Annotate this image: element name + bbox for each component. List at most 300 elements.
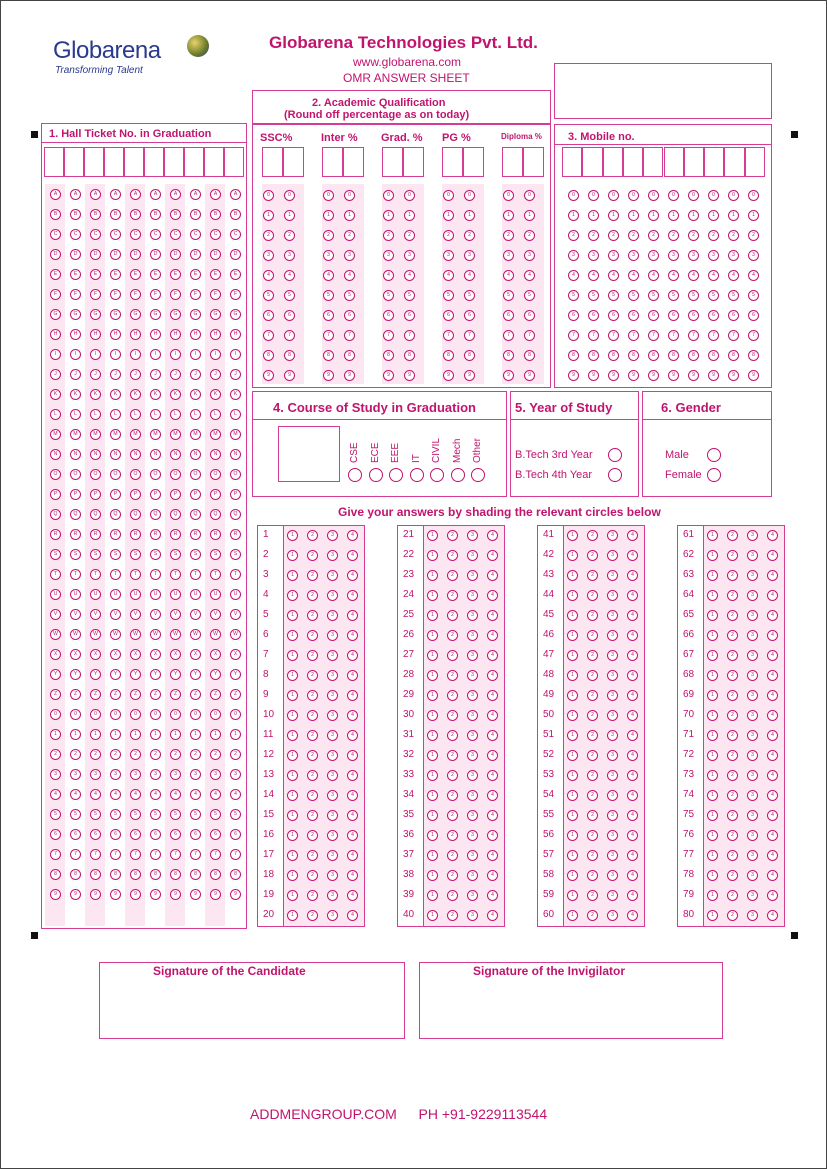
academic-bubble[interactable]: 0 — [383, 190, 394, 201]
hall-ticket-bubble[interactable]: A — [190, 189, 201, 200]
hall-ticket-bubble[interactable]: K — [150, 389, 161, 400]
mobile-bubble[interactable]: 3 — [568, 250, 579, 261]
answer-bubble[interactable]: 4 — [627, 890, 638, 901]
hall-ticket-bubble[interactable]: 6 — [210, 829, 221, 840]
hall-ticket-digit-box[interactable] — [124, 147, 144, 177]
hall-ticket-bubble[interactable]: P — [90, 489, 101, 500]
hall-ticket-bubble[interactable]: 4 — [110, 789, 121, 800]
answer-bubble[interactable]: 3 — [607, 610, 618, 621]
hall-ticket-bubble[interactable]: 2 — [90, 749, 101, 760]
mobile-bubble[interactable]: 8 — [628, 350, 639, 361]
answer-bubble[interactable]: 4 — [767, 630, 778, 641]
mobile-bubble[interactable]: 0 — [568, 190, 579, 201]
mobile-digit-box[interactable] — [684, 147, 704, 177]
hall-ticket-bubble[interactable]: M — [170, 429, 181, 440]
hall-ticket-bubble[interactable]: 0 — [50, 709, 61, 720]
hall-ticket-bubble[interactable]: 2 — [110, 749, 121, 760]
answer-bubble[interactable]: 4 — [347, 830, 358, 841]
hall-ticket-bubble[interactable]: 1 — [130, 729, 141, 740]
hall-ticket-bubble[interactable]: M — [230, 429, 241, 440]
hall-ticket-bubble[interactable]: S — [110, 549, 121, 560]
answer-bubble[interactable]: 2 — [307, 550, 318, 561]
hall-ticket-bubble[interactable]: K — [190, 389, 201, 400]
answer-bubble[interactable]: 4 — [347, 630, 358, 641]
answer-bubble[interactable]: 4 — [627, 610, 638, 621]
answer-bubble[interactable]: 2 — [587, 590, 598, 601]
academic-bubble[interactable]: 1 — [323, 210, 334, 221]
hall-ticket-bubble[interactable]: E — [190, 269, 201, 280]
mobile-bubble[interactable]: 8 — [588, 350, 599, 361]
academic-digit-box[interactable] — [343, 147, 364, 177]
hall-ticket-bubble[interactable]: R — [190, 529, 201, 540]
hall-ticket-bubble[interactable]: A — [210, 189, 221, 200]
hall-ticket-bubble[interactable]: 6 — [70, 829, 81, 840]
answer-bubble[interactable]: 4 — [627, 750, 638, 761]
answer-bubble[interactable]: 2 — [307, 790, 318, 801]
hall-ticket-bubble[interactable]: V — [210, 609, 221, 620]
answer-bubble[interactable]: 4 — [627, 710, 638, 721]
answer-bubble[interactable]: 3 — [327, 570, 338, 581]
hall-ticket-bubble[interactable]: 4 — [70, 789, 81, 800]
hall-ticket-bubble[interactable]: X — [130, 649, 141, 660]
answer-bubble[interactable]: 3 — [327, 870, 338, 881]
hall-ticket-bubble[interactable]: 9 — [170, 889, 181, 900]
answer-bubble[interactable]: 4 — [347, 770, 358, 781]
mobile-bubble[interactable]: 7 — [628, 330, 639, 341]
hall-ticket-bubble[interactable]: O — [150, 469, 161, 480]
hall-ticket-bubble[interactable]: 0 — [70, 709, 81, 720]
answer-bubble[interactable]: 2 — [727, 710, 738, 721]
hall-ticket-bubble[interactable]: 7 — [90, 849, 101, 860]
answer-bubble[interactable]: 1 — [567, 810, 578, 821]
hall-ticket-bubble[interactable]: 8 — [230, 869, 241, 880]
mobile-bubble[interactable]: 8 — [748, 350, 759, 361]
hall-ticket-bubble[interactable]: 8 — [70, 869, 81, 880]
answer-bubble[interactable]: 1 — [427, 730, 438, 741]
answer-bubble[interactable]: 3 — [607, 750, 618, 761]
answer-bubble[interactable]: 1 — [287, 750, 298, 761]
mobile-bubble[interactable]: 9 — [588, 370, 599, 381]
answer-bubble[interactable]: 4 — [767, 650, 778, 661]
answer-bubble[interactable]: 1 — [707, 870, 718, 881]
answer-bubble[interactable]: 1 — [707, 650, 718, 661]
mobile-bubble[interactable]: 5 — [748, 290, 759, 301]
hall-ticket-bubble[interactable]: X — [90, 649, 101, 660]
hall-ticket-bubble[interactable]: D — [190, 249, 201, 260]
answer-bubble[interactable]: 3 — [607, 670, 618, 681]
hall-ticket-bubble[interactable]: 0 — [150, 709, 161, 720]
academic-bubble[interactable]: 4 — [284, 270, 295, 281]
answer-bubble[interactable]: 1 — [567, 670, 578, 681]
answer-bubble[interactable]: 2 — [587, 730, 598, 741]
hall-ticket-bubble[interactable]: L — [130, 409, 141, 420]
hall-ticket-bubble[interactable]: U — [230, 589, 241, 600]
answer-bubble[interactable]: 4 — [627, 850, 638, 861]
hall-ticket-bubble[interactable]: N — [190, 449, 201, 460]
hall-ticket-bubble[interactable]: W — [170, 629, 181, 640]
mobile-bubble[interactable]: 6 — [728, 310, 739, 321]
hall-ticket-bubble[interactable]: B — [170, 209, 181, 220]
answer-bubble[interactable]: 4 — [487, 910, 498, 921]
academic-bubble[interactable]: 1 — [503, 210, 514, 221]
hall-ticket-bubble[interactable]: K — [50, 389, 61, 400]
answer-bubble[interactable]: 1 — [287, 570, 298, 581]
hall-ticket-bubble[interactable]: C — [70, 229, 81, 240]
answer-bubble[interactable]: 2 — [307, 870, 318, 881]
answer-bubble[interactable]: 2 — [587, 610, 598, 621]
hall-ticket-bubble[interactable]: K — [90, 389, 101, 400]
hall-ticket-bubble[interactable]: K — [130, 389, 141, 400]
hall-ticket-bubble[interactable]: 0 — [110, 709, 121, 720]
answer-bubble[interactable]: 4 — [767, 750, 778, 761]
answer-bubble[interactable]: 3 — [327, 550, 338, 561]
hall-ticket-bubble[interactable]: 0 — [170, 709, 181, 720]
hall-ticket-bubble[interactable]: K — [110, 389, 121, 400]
academic-bubble[interactable]: 6 — [464, 310, 475, 321]
hall-ticket-bubble[interactable]: T — [90, 569, 101, 580]
mobile-bubble[interactable]: 8 — [708, 350, 719, 361]
hall-ticket-bubble[interactable]: S — [230, 549, 241, 560]
hall-ticket-bubble[interactable]: 9 — [130, 889, 141, 900]
mobile-bubble[interactable]: 6 — [568, 310, 579, 321]
hall-ticket-bubble[interactable]: 1 — [230, 729, 241, 740]
hall-ticket-bubble[interactable]: C — [210, 229, 221, 240]
academic-bubble[interactable]: 5 — [323, 290, 334, 301]
answer-bubble[interactable]: 3 — [607, 710, 618, 721]
answer-bubble[interactable]: 2 — [727, 550, 738, 561]
answer-bubble[interactable]: 1 — [427, 830, 438, 841]
answer-bubble[interactable]: 2 — [587, 810, 598, 821]
answer-bubble[interactable]: 1 — [707, 630, 718, 641]
hall-ticket-bubble[interactable]: P — [190, 489, 201, 500]
hall-ticket-bubble[interactable]: S — [210, 549, 221, 560]
hall-ticket-bubble[interactable]: 6 — [90, 829, 101, 840]
answer-bubble[interactable]: 2 — [307, 830, 318, 841]
hall-ticket-bubble[interactable]: 7 — [190, 849, 201, 860]
answer-bubble[interactable]: 4 — [627, 590, 638, 601]
answer-bubble[interactable]: 4 — [767, 690, 778, 701]
mobile-bubble[interactable]: 0 — [708, 190, 719, 201]
mobile-bubble[interactable]: 2 — [588, 230, 599, 241]
answer-bubble[interactable]: 1 — [427, 650, 438, 661]
answer-bubble[interactable]: 2 — [727, 810, 738, 821]
answer-bubble[interactable]: 4 — [767, 810, 778, 821]
hall-ticket-bubble[interactable]: U — [190, 589, 201, 600]
mobile-bubble[interactable]: 8 — [728, 350, 739, 361]
answer-bubble[interactable]: 4 — [627, 570, 638, 581]
mobile-bubble[interactable]: 6 — [668, 310, 679, 321]
hall-ticket-bubble[interactable]: E — [130, 269, 141, 280]
hall-ticket-bubble[interactable]: B — [50, 209, 61, 220]
hall-ticket-bubble[interactable]: 8 — [150, 869, 161, 880]
answer-bubble[interactable]: 1 — [427, 770, 438, 781]
hall-ticket-bubble[interactable]: U — [130, 589, 141, 600]
hall-ticket-bubble[interactable]: 6 — [110, 829, 121, 840]
answer-bubble[interactable]: 1 — [707, 830, 718, 841]
hall-ticket-bubble[interactable]: U — [70, 589, 81, 600]
hall-ticket-bubble[interactable]: 9 — [70, 889, 81, 900]
hall-ticket-bubble[interactable]: Y — [70, 669, 81, 680]
hall-ticket-bubble[interactable]: X — [110, 649, 121, 660]
mobile-bubble[interactable]: 1 — [568, 210, 579, 221]
academic-bubble[interactable]: 4 — [344, 270, 355, 281]
hall-ticket-bubble[interactable]: 4 — [90, 789, 101, 800]
answer-bubble[interactable]: 3 — [467, 570, 478, 581]
answer-bubble[interactable]: 2 — [587, 890, 598, 901]
hall-ticket-bubble[interactable]: 7 — [230, 849, 241, 860]
hall-ticket-bubble[interactable]: Z — [110, 689, 121, 700]
academic-bubble[interactable]: 8 — [284, 350, 295, 361]
mobile-bubble[interactable]: 3 — [588, 250, 599, 261]
answer-bubble[interactable]: 4 — [347, 670, 358, 681]
answer-bubble[interactable]: 1 — [287, 610, 298, 621]
answer-bubble[interactable]: 3 — [607, 850, 618, 861]
academic-bubble[interactable]: 7 — [323, 330, 334, 341]
academic-bubble[interactable]: 9 — [464, 370, 475, 381]
answer-bubble[interactable]: 3 — [467, 610, 478, 621]
hall-ticket-bubble[interactable]: X — [230, 649, 241, 660]
mobile-digit-box[interactable] — [704, 147, 724, 177]
answer-bubble[interactable]: 2 — [447, 730, 458, 741]
academic-bubble[interactable]: 9 — [323, 370, 334, 381]
answer-bubble[interactable]: 2 — [307, 910, 318, 921]
hall-ticket-bubble[interactable]: I — [90, 349, 101, 360]
hall-ticket-bubble[interactable]: V — [90, 609, 101, 620]
academic-bubble[interactable]: 5 — [284, 290, 295, 301]
mobile-bubble[interactable]: 6 — [688, 310, 699, 321]
hall-ticket-bubble[interactable]: F — [190, 289, 201, 300]
mobile-bubble[interactable]: 9 — [708, 370, 719, 381]
mobile-bubble[interactable]: 3 — [748, 250, 759, 261]
answer-bubble[interactable]: 4 — [767, 710, 778, 721]
answer-bubble[interactable]: 3 — [467, 730, 478, 741]
answer-bubble[interactable]: 2 — [307, 690, 318, 701]
mobile-bubble[interactable]: 2 — [628, 230, 639, 241]
answer-bubble[interactable]: 2 — [587, 710, 598, 721]
hall-ticket-bubble[interactable]: 4 — [130, 789, 141, 800]
answer-bubble[interactable]: 3 — [467, 890, 478, 901]
course-option-bubble[interactable] — [451, 468, 465, 482]
academic-bubble[interactable]: 4 — [464, 270, 475, 281]
answer-bubble[interactable]: 4 — [487, 730, 498, 741]
academic-bubble[interactable]: 3 — [524, 250, 535, 261]
answer-bubble[interactable]: 4 — [347, 810, 358, 821]
answer-bubble[interactable]: 1 — [707, 850, 718, 861]
hall-ticket-bubble[interactable]: 2 — [50, 749, 61, 760]
hall-ticket-bubble[interactable]: X — [170, 649, 181, 660]
mobile-bubble[interactable]: 5 — [708, 290, 719, 301]
answer-bubble[interactable]: 4 — [487, 750, 498, 761]
mobile-bubble[interactable]: 7 — [708, 330, 719, 341]
hall-ticket-bubble[interactable]: H — [50, 329, 61, 340]
hall-ticket-bubble[interactable]: T — [110, 569, 121, 580]
answer-bubble[interactable]: 4 — [347, 610, 358, 621]
hall-ticket-bubble[interactable]: O — [50, 469, 61, 480]
answer-bubble[interactable]: 3 — [747, 770, 758, 781]
answer-bubble[interactable]: 2 — [307, 610, 318, 621]
hall-ticket-bubble[interactable]: V — [150, 609, 161, 620]
mobile-bubble[interactable]: 7 — [668, 330, 679, 341]
hall-ticket-bubble[interactable]: E — [170, 269, 181, 280]
mobile-bubble[interactable]: 7 — [608, 330, 619, 341]
academic-bubble[interactable]: 4 — [263, 270, 274, 281]
hall-ticket-bubble[interactable]: O — [90, 469, 101, 480]
hall-ticket-bubble[interactable]: C — [130, 229, 141, 240]
mobile-bubble[interactable]: 9 — [668, 370, 679, 381]
hall-ticket-bubble[interactable]: I — [170, 349, 181, 360]
hall-ticket-bubble[interactable]: 5 — [130, 809, 141, 820]
hall-ticket-bubble[interactable]: H — [130, 329, 141, 340]
hall-ticket-bubble[interactable]: T — [170, 569, 181, 580]
answer-bubble[interactable]: 1 — [427, 790, 438, 801]
academic-bubble[interactable]: 1 — [404, 210, 415, 221]
hall-ticket-bubble[interactable]: J — [150, 369, 161, 380]
academic-bubble[interactable]: 1 — [263, 210, 274, 221]
hall-ticket-bubble[interactable]: V — [130, 609, 141, 620]
hall-ticket-bubble[interactable]: 9 — [90, 889, 101, 900]
hall-ticket-bubble[interactable]: D — [210, 249, 221, 260]
academic-bubble[interactable]: 4 — [323, 270, 334, 281]
mobile-bubble[interactable]: 3 — [608, 250, 619, 261]
answer-bubble[interactable]: 1 — [707, 750, 718, 761]
answer-bubble[interactable]: 2 — [727, 570, 738, 581]
hall-ticket-bubble[interactable]: J — [50, 369, 61, 380]
hall-ticket-bubble[interactable]: 8 — [190, 869, 201, 880]
answer-bubble[interactable]: 2 — [307, 670, 318, 681]
mobile-bubble[interactable]: 4 — [688, 270, 699, 281]
hall-ticket-bubble[interactable]: 3 — [170, 769, 181, 780]
academic-bubble[interactable]: 0 — [284, 190, 295, 201]
answer-bubble[interactable]: 1 — [567, 550, 578, 561]
hall-ticket-bubble[interactable]: F — [170, 289, 181, 300]
academic-bubble[interactable]: 4 — [383, 270, 394, 281]
answer-bubble[interactable]: 1 — [567, 890, 578, 901]
hall-ticket-bubble[interactable]: D — [110, 249, 121, 260]
answer-bubble[interactable]: 3 — [327, 830, 338, 841]
hall-ticket-bubble[interactable]: S — [150, 549, 161, 560]
hall-ticket-bubble[interactable]: V — [70, 609, 81, 620]
hall-ticket-bubble[interactable]: L — [170, 409, 181, 420]
hall-ticket-bubble[interactable]: A — [170, 189, 181, 200]
hall-ticket-bubble[interactable]: L — [90, 409, 101, 420]
academic-bubble[interactable]: 9 — [344, 370, 355, 381]
answer-bubble[interactable]: 3 — [327, 650, 338, 661]
mobile-bubble[interactable]: 6 — [608, 310, 619, 321]
hall-ticket-bubble[interactable]: 3 — [210, 769, 221, 780]
hall-ticket-bubble[interactable]: 4 — [150, 789, 161, 800]
academic-bubble[interactable]: 6 — [284, 310, 295, 321]
hall-ticket-bubble[interactable]: U — [110, 589, 121, 600]
mobile-bubble[interactable]: 5 — [728, 290, 739, 301]
answer-bubble[interactable]: 3 — [327, 810, 338, 821]
answer-bubble[interactable]: 1 — [567, 530, 578, 541]
hall-ticket-bubble[interactable]: L — [230, 409, 241, 420]
hall-ticket-bubble[interactable]: 5 — [50, 809, 61, 820]
answer-bubble[interactable]: 3 — [747, 530, 758, 541]
mobile-digit-box[interactable] — [562, 147, 582, 177]
course-option-bubble[interactable] — [348, 468, 362, 482]
hall-ticket-bubble[interactable]: T — [210, 569, 221, 580]
hall-ticket-digit-box[interactable] — [224, 147, 244, 177]
hall-ticket-bubble[interactable]: W — [70, 629, 81, 640]
answer-bubble[interactable]: 1 — [427, 890, 438, 901]
academic-bubble[interactable]: 6 — [344, 310, 355, 321]
answer-bubble[interactable]: 2 — [587, 870, 598, 881]
answer-bubble[interactable]: 1 — [707, 570, 718, 581]
answer-bubble[interactable]: 1 — [707, 770, 718, 781]
mobile-bubble[interactable]: 4 — [648, 270, 659, 281]
answer-bubble[interactable]: 4 — [347, 850, 358, 861]
answer-bubble[interactable]: 2 — [447, 870, 458, 881]
answer-bubble[interactable]: 1 — [567, 830, 578, 841]
answer-bubble[interactable]: 4 — [487, 650, 498, 661]
answer-bubble[interactable]: 2 — [307, 770, 318, 781]
hall-ticket-bubble[interactable]: B — [150, 209, 161, 220]
hall-ticket-bubble[interactable]: 6 — [230, 829, 241, 840]
hall-ticket-digit-box[interactable] — [84, 147, 104, 177]
answer-bubble[interactable]: 1 — [707, 670, 718, 681]
hall-ticket-bubble[interactable]: A — [70, 189, 81, 200]
answer-bubble[interactable]: 3 — [327, 530, 338, 541]
answer-bubble[interactable]: 2 — [307, 630, 318, 641]
mobile-bubble[interactable]: 5 — [688, 290, 699, 301]
academic-bubble[interactable]: 0 — [404, 190, 415, 201]
hall-ticket-bubble[interactable]: S — [190, 549, 201, 560]
hall-ticket-bubble[interactable]: A — [110, 189, 121, 200]
hall-ticket-bubble[interactable]: U — [50, 589, 61, 600]
footer-site[interactable]: ADDMENGROUP.COM — [250, 1106, 397, 1122]
course-option-bubble[interactable] — [410, 468, 424, 482]
hall-ticket-bubble[interactable]: 2 — [210, 749, 221, 760]
answer-bubble[interactable]: 3 — [607, 770, 618, 781]
hall-ticket-bubble[interactable]: 2 — [230, 749, 241, 760]
academic-digit-box[interactable] — [442, 147, 463, 177]
mobile-bubble[interactable]: 9 — [648, 370, 659, 381]
hall-ticket-bubble[interactable]: Y — [210, 669, 221, 680]
answer-bubble[interactable]: 4 — [627, 830, 638, 841]
hall-ticket-bubble[interactable]: R — [70, 529, 81, 540]
mobile-bubble[interactable]: 0 — [748, 190, 759, 201]
hall-ticket-bubble[interactable]: I — [130, 349, 141, 360]
hall-ticket-bubble[interactable]: C — [170, 229, 181, 240]
hall-ticket-bubble[interactable]: N — [150, 449, 161, 460]
answer-bubble[interactable]: 4 — [767, 590, 778, 601]
answer-bubble[interactable]: 3 — [467, 650, 478, 661]
hall-ticket-bubble[interactable]: J — [70, 369, 81, 380]
academic-bubble[interactable]: 0 — [524, 190, 535, 201]
answer-bubble[interactable]: 2 — [727, 870, 738, 881]
hall-ticket-bubble[interactable]: 3 — [150, 769, 161, 780]
mobile-bubble[interactable]: 0 — [588, 190, 599, 201]
answer-bubble[interactable]: 1 — [567, 850, 578, 861]
hall-ticket-bubble[interactable]: V — [110, 609, 121, 620]
answer-bubble[interactable]: 3 — [747, 730, 758, 741]
academic-bubble[interactable]: 5 — [383, 290, 394, 301]
hall-ticket-bubble[interactable]: 0 — [90, 709, 101, 720]
answer-bubble[interactable]: 4 — [347, 910, 358, 921]
hall-ticket-bubble[interactable]: S — [70, 549, 81, 560]
mobile-digit-box[interactable] — [603, 147, 623, 177]
hall-ticket-bubble[interactable]: K — [230, 389, 241, 400]
mobile-bubble[interactable]: 7 — [568, 330, 579, 341]
hall-ticket-bubble[interactable]: G — [170, 309, 181, 320]
answer-bubble[interactable]: 3 — [327, 670, 338, 681]
answer-bubble[interactable]: 3 — [607, 890, 618, 901]
academic-bubble[interactable]: 2 — [443, 230, 454, 241]
answer-bubble[interactable]: 4 — [627, 530, 638, 541]
answer-bubble[interactable]: 1 — [427, 610, 438, 621]
answer-bubble[interactable]: 1 — [567, 790, 578, 801]
